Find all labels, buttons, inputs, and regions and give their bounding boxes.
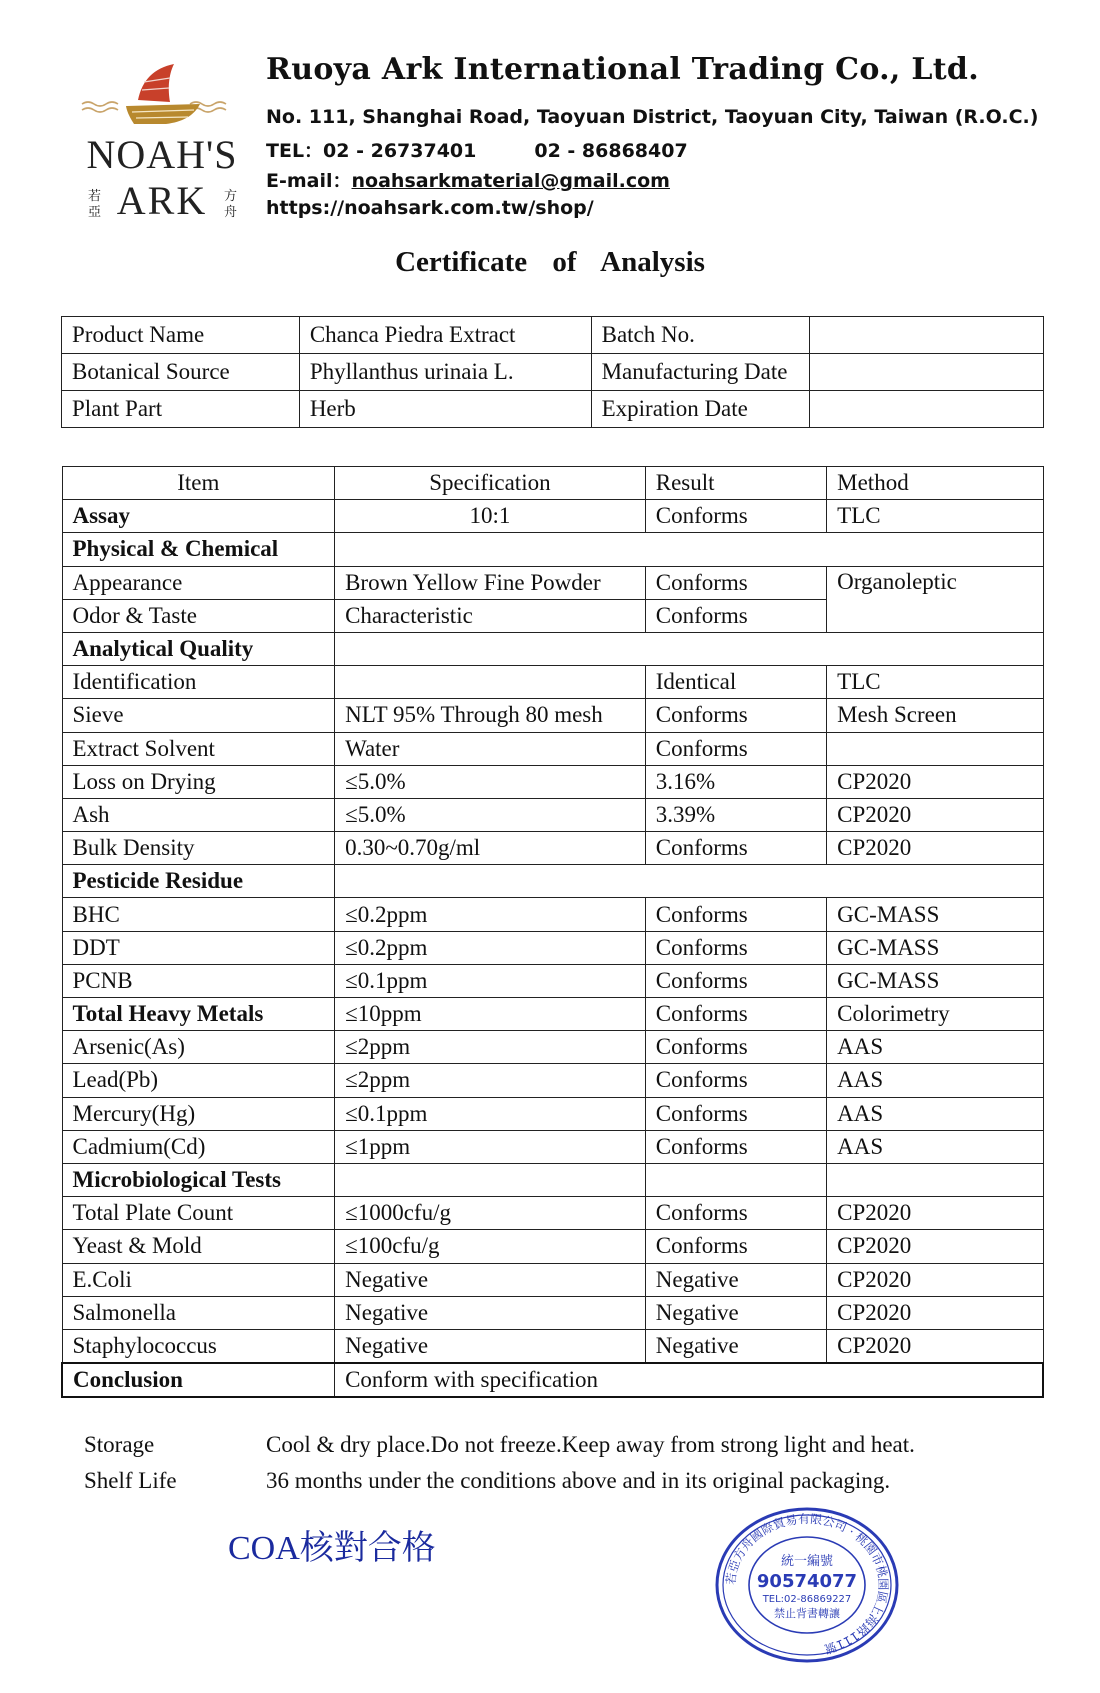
section-row <box>62 632 1043 665</box>
method-cell: CP2020 <box>827 832 1043 865</box>
item-cell: Bulk Density <box>62 832 335 865</box>
item-cell: PCNB <box>62 964 335 997</box>
spec-cell: ≤5.0% <box>335 765 646 798</box>
storage-value: Cool & dry place.Do not freeze.Keep away from strong light and heat. <box>266 1432 915 1457</box>
result-cell: Conforms <box>645 1230 826 1263</box>
info-row <box>62 317 1044 354</box>
section-row <box>62 533 1043 566</box>
table-row <box>62 1163 1043 1196</box>
item-cell: Assay <box>62 500 335 533</box>
info-value: Chanca Piedra Extract <box>299 317 591 354</box>
spec-cell <box>335 666 646 699</box>
column-header-item: Item <box>62 467 335 500</box>
method-cell <box>827 732 1043 765</box>
info-row <box>62 391 1044 428</box>
seal-line-4: 禁止背書轉讓 <box>774 1607 840 1620</box>
product-info-table <box>61 316 1044 428</box>
spec-cell: NLT 95% Through 80 mesh <box>335 699 646 732</box>
spec-cell: ≤100cfu/g <box>335 1230 646 1263</box>
spec-cell: ≤2ppm <box>335 1064 646 1097</box>
method-cell: GC-MASS <box>827 964 1043 997</box>
seal-line-1: 統一編號 <box>780 1554 834 1569</box>
method-cell: CP2020 <box>827 1263 1043 1296</box>
spec-cell: Characteristic <box>335 599 646 632</box>
item-cell: Total Plate Count <box>62 1197 335 1230</box>
item-cell: Mercury(Hg) <box>62 1097 335 1130</box>
spec-cell: 10:1 <box>335 500 646 533</box>
method-cell: GC-MASS <box>827 931 1043 964</box>
result-cell: Conforms <box>645 599 826 632</box>
result-cell: Identical <box>645 666 826 699</box>
column-header-method: Method <box>827 467 1043 500</box>
table-row <box>62 1296 1043 1329</box>
storage-label: Storage <box>84 1432 155 1457</box>
company-tel <box>266 136 688 163</box>
company-website[interactable]: https://noahsark.com.tw/shop/ <box>266 197 594 219</box>
method-cell: AAS <box>827 1130 1043 1163</box>
method-cell: GC-MASS <box>827 898 1043 931</box>
table-row <box>62 798 1043 831</box>
table-row <box>62 1329 1043 1363</box>
item-cell: BHC <box>62 898 335 931</box>
result-cell: Conforms <box>645 699 826 732</box>
method-cell: AAS <box>827 1097 1043 1130</box>
spec-cell: ≤0.1ppm <box>335 1097 646 1130</box>
item-cell: DDT <box>62 931 335 964</box>
table-row <box>62 998 1043 1031</box>
info-label: Botanical Source <box>62 354 300 391</box>
method-cell: CP2020 <box>827 1230 1043 1263</box>
company-address: No. 111, Shanghai Road, Taoyuan District, Taoyuan City, Taiwan (R.O.C.) <box>266 106 1039 128</box>
logo-cn-right-1: 方 <box>224 189 238 204</box>
table-row <box>62 566 1043 599</box>
table-row <box>62 732 1043 765</box>
shelf-life-value: 36 months under the conditions above and in its original packaging. <box>266 1468 891 1493</box>
item-cell: Ash <box>62 798 335 831</box>
seal-tel: TEL:02-86869227 <box>762 1594 852 1605</box>
method-cell: Organoleptic <box>827 566 1043 632</box>
info-row <box>62 354 1044 391</box>
table-row <box>62 1197 1043 1230</box>
info-label: Expiration Date <box>591 391 809 428</box>
table-row <box>62 931 1043 964</box>
item-cell: Lead(Pb) <box>62 1064 335 1097</box>
spec-cell: ≤2ppm <box>335 1031 646 1064</box>
section-row <box>62 865 1043 898</box>
item-cell: Identification <box>62 666 335 699</box>
company-seal-stamp <box>712 1505 902 1665</box>
spec-cell: ≤1ppm <box>335 1130 646 1163</box>
item-cell: Staphylococcus <box>62 1329 335 1363</box>
document-title: Certificate of Analysis <box>395 246 705 278</box>
shelf-life-label: Shelf Life <box>84 1468 177 1493</box>
item-cell: Yeast & Mold <box>62 1230 335 1263</box>
table-row <box>62 1230 1043 1263</box>
item-cell: Loss on Drying <box>62 765 335 798</box>
email-label: E-mail： <box>266 170 352 192</box>
spec-cell: Negative <box>335 1329 646 1363</box>
result-cell: Conforms <box>645 1031 826 1064</box>
method-cell: Mesh Screen <box>827 699 1043 732</box>
result-cell: Conforms <box>645 964 826 997</box>
tel-number-2: 02 - 86868407 <box>534 140 688 162</box>
item-cell: Arsenic(As) <box>62 1031 335 1064</box>
analysis-table <box>61 466 1044 1398</box>
result-cell: Conforms <box>645 1197 826 1230</box>
spec-cell: 0.30~0.70g/ml <box>335 832 646 865</box>
table-header-row <box>62 467 1043 500</box>
item-cell: Appearance <box>62 566 335 599</box>
spec-cell: Brown Yellow Fine Powder <box>335 566 646 599</box>
spec-cell: Negative <box>335 1296 646 1329</box>
result-cell: Conforms <box>645 1130 826 1163</box>
method-cell: CP2020 <box>827 1329 1043 1363</box>
conclusion-label: Conclusion <box>62 1363 335 1397</box>
table-row <box>62 1263 1043 1296</box>
spec-cell: ≤10ppm <box>335 998 646 1031</box>
item-cell: E.Coli <box>62 1263 335 1296</box>
method-cell: CP2020 <box>827 1296 1043 1329</box>
section-title: Pesticide Residue <box>62 865 335 898</box>
item-cell: Total Heavy Metals <box>62 998 335 1031</box>
info-value <box>809 354 1043 391</box>
result-cell: Conforms <box>645 931 826 964</box>
item-cell: Odor & Taste <box>62 599 335 632</box>
result-cell: Negative <box>645 1329 826 1363</box>
tel-label: TEL： <box>266 140 324 162</box>
method-cell <box>827 1163 1043 1196</box>
logo-name: NOAH'S <box>86 132 238 177</box>
info-value: Phyllanthus urinaia L. <box>299 354 591 391</box>
table-row <box>62 500 1043 533</box>
method-cell: TLC <box>827 500 1043 533</box>
column-header-specification: Specification <box>335 467 646 500</box>
info-label: Manufacturing Date <box>591 354 809 391</box>
spec-cell <box>335 1163 646 1196</box>
section-blank <box>335 632 1043 665</box>
info-label: Product Name <box>62 317 300 354</box>
info-value <box>809 317 1043 354</box>
spec-cell: Negative <box>335 1263 646 1296</box>
table-row <box>62 699 1043 732</box>
logo-cn-left-2: 亞 <box>88 205 102 220</box>
conclusion-row <box>62 1363 1043 1397</box>
table-row <box>62 666 1043 699</box>
logo-cn-right-2: 舟 <box>224 205 238 220</box>
coa-verified-note: COA核對合格 <box>228 1530 436 1567</box>
result-cell: Conforms <box>645 1064 826 1097</box>
section-blank <box>335 533 1043 566</box>
method-cell: Colorimetry <box>827 998 1043 1031</box>
result-cell: Negative <box>645 1296 826 1329</box>
method-cell: AAS <box>827 1031 1043 1064</box>
table-row <box>62 832 1043 865</box>
method-cell: CP2020 <box>827 798 1043 831</box>
spec-cell: ≤5.0% <box>335 798 646 831</box>
conclusion-value: Conform with specification <box>335 1363 1043 1397</box>
section-title: Analytical Quality <box>62 632 335 665</box>
item-cell: Salmonella <box>62 1296 335 1329</box>
result-cell: Conforms <box>645 832 826 865</box>
column-header-result: Result <box>645 467 826 500</box>
spec-cell: ≤0.1ppm <box>335 964 646 997</box>
item-cell: Extract Solvent <box>62 732 335 765</box>
result-cell: Conforms <box>645 998 826 1031</box>
result-cell: Conforms <box>645 732 826 765</box>
info-label: Batch No. <box>591 317 809 354</box>
result-cell: Conforms <box>645 1097 826 1130</box>
table-row <box>62 898 1043 931</box>
method-cell: CP2020 <box>827 765 1043 798</box>
result-cell: Conforms <box>645 500 826 533</box>
email-link[interactable]: noahsarkmaterial@gmail.com <box>351 170 670 192</box>
method-cell: AAS <box>827 1064 1043 1097</box>
section-blank <box>335 865 1043 898</box>
result-cell <box>645 1163 826 1196</box>
item-cell: Cadmium(Cd) <box>62 1130 335 1163</box>
table-row <box>62 964 1043 997</box>
company-email <box>266 166 670 193</box>
table-row <box>62 765 1043 798</box>
table-row <box>62 1130 1043 1163</box>
seal-ring-text: 若亞方舟國際貿易有限公司 · 桃園市桃園區上海路111號 <box>723 1511 891 1657</box>
result-cell: 3.16% <box>645 765 826 798</box>
table-row <box>62 1031 1043 1064</box>
logo-cn-left-1: 若 <box>88 189 102 204</box>
section-title: Physical & Chemical <box>62 533 335 566</box>
noahs-ark-logo <box>70 60 255 225</box>
method-cell: TLC <box>827 666 1043 699</box>
result-cell: Negative <box>645 1263 826 1296</box>
method-cell: CP2020 <box>827 1197 1043 1230</box>
item-cell: Sieve <box>62 699 335 732</box>
item-cell: Microbiological Tests <box>62 1163 335 1196</box>
result-cell: Conforms <box>645 898 826 931</box>
table-row <box>62 1097 1043 1130</box>
seal-number: 90574077 <box>756 1571 858 1592</box>
info-value: Herb <box>299 391 591 428</box>
info-label: Plant Part <box>62 391 300 428</box>
info-value <box>809 391 1043 428</box>
company-name: Ruoya Ark International Trading Co., Ltd. <box>266 52 979 87</box>
spec-cell: ≤1000cfu/g <box>335 1197 646 1230</box>
result-cell: Conforms <box>645 566 826 599</box>
spec-cell: ≤0.2ppm <box>335 898 646 931</box>
spec-cell: ≤0.2ppm <box>335 931 646 964</box>
logo-name2: ARK <box>116 178 208 223</box>
tel-number-1: 02 - 26737401 <box>323 140 477 162</box>
result-cell: 3.39% <box>645 798 826 831</box>
spec-cell: Water <box>335 732 646 765</box>
table-row <box>62 1064 1043 1097</box>
